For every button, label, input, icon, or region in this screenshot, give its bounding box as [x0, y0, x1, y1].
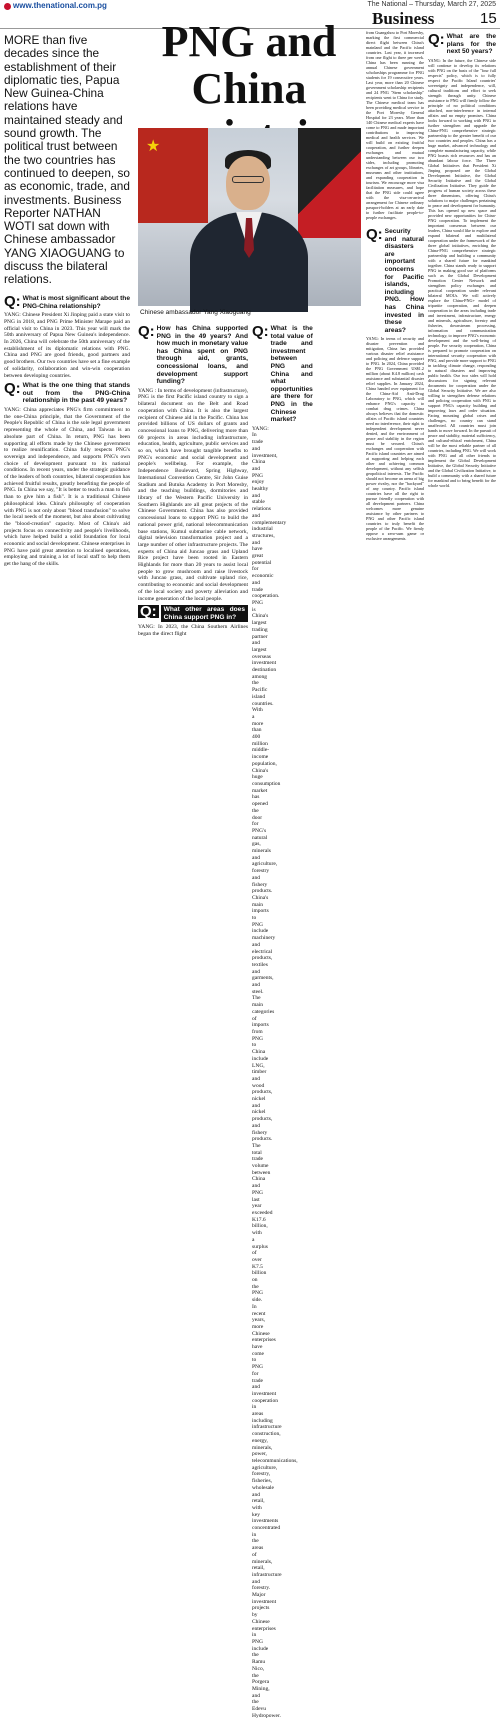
question-text: What are the plans for the next 50 years?	[446, 33, 496, 56]
headline: PNG and China	[161, 17, 337, 113]
star-icon: ★	[146, 138, 161, 155]
dateline: The National – Thursday, March 27, 2025	[367, 1, 496, 8]
png-flag	[298, 128, 361, 238]
question-marker: Q:	[138, 323, 155, 340]
answer-text: YANG: In 2023, the China Southern Airlines began the direct flight	[138, 624, 248, 638]
question-block	[366, 228, 424, 334]
site-url[interactable]: www.thenational.com.pg	[13, 1, 107, 10]
question-marker: Q:	[140, 603, 157, 621]
question-block	[4, 382, 130, 405]
answer-text: YANG: China appreciates PNG's firm commitment to the one-China principle, that the Government of the People's Republic of China is the sole legal government representing the whole of China, and Taiwan is an absolute part of China. In return, PNG has been supporting all efforts made by the Chinese government to realize reunification. China fully respects PNG's sovereign and independence, and supports PNG's own choice of development pursuant to its national conditions. In recent years, under the strategic guidance of the leaders of both countries, bilateral cooperation has achieved fruitful results, greatly benefiting the people of PNG. In China we say, "It is better to teach a man to fish than to give him a fish". It is a traditional Chinese philosophical idea. China's philosophy of cooperation with PNG is not only about "blood transfusion" to solve the local needs of the moment, but also about cultivating the "blood-creation" capacity. Most of China's aid projects focus on connectivity and people's livelihoods, which have helped build a solid foundation for local economic and social development. Chinese enterprises in PNG have paid great attention to localised operations, employing and training a lot of local staff to help them get the hang of the skills.	[4, 407, 131, 568]
section-title: Business	[372, 9, 435, 28]
answer-text: from Guangzhou to Port Moresby, marking the first commercial direct flight between China's mainland and the Pacific island countries. Last year, it increased from one flight to three per week. China has been running the annual Chinese government scholarships programme for PNG students for 19 consecutive years. Last year, more than 20 Chinese government scholarship recipients and 24 PNG "Stem scholarship" recipients went to China for study. The Chinese medical team has been providing medical service to the Port Moresby General Hospital for 23 years. More than 140 Chinese medical experts have come to PNG and made important contributions to improving medical and health services. We will build on existing fruitful cooperation, and further deepen exchanges and mutual understanding between our two sides, including promoting exchanges of art groups, libraries, museums and other institutions, and expanding cooperation in tourism. We encourage more visa facilitation measures, and hope that the PNG side could agree with the visa-on-arrival arrangement for Chinese ordinary passport-holders at an early date to further facilitate people-to-people exchanges.	[366, 30, 424, 220]
question-marker: Q:	[428, 31, 445, 48]
face	[226, 156, 270, 210]
glasses	[232, 176, 264, 183]
column-2	[138, 322, 248, 639]
question-text: Security and natural disasters are important concerns for Pacific islands, including PNG. How has China invested in these areas?	[384, 228, 424, 334]
security-section	[366, 225, 424, 542]
answer-text: YANG: Chinese President Xi Jinping paid a state visit to PNG in 2018, and PNG Prime Minister Marape paid an official visit to China in 2023. This year will mark the 50th anniversary of Papua New Guinea's independence. In 2026, China will celebrate the 50th anniversary of the establishment of its diplomatic relations with PNG. China and PNG are good friends, good partners and good brothers. Our two countries have set a fine example of solidarity, collaboration and win-win cooperation between developing countries.	[4, 312, 130, 379]
question-marker: Q:	[366, 226, 383, 243]
question-marker: Q:	[4, 380, 21, 398]
question-block	[4, 295, 130, 310]
question-marker: Q:	[252, 323, 269, 340]
column-1	[4, 292, 130, 569]
intro-text: MORE than five decades since the establishment of their diplomatic ties, Papua New Guinea-China relations have maintained steady and sound growth. The political trust between the two countries has continued to deepen, so as economic, trade, and investments. Business Reporter NATHAN WOTI sat down with Chinese ambassador YANG XIAOGUANG to discuss the bilateral relations.	[4, 33, 130, 287]
question-block	[428, 33, 496, 56]
column-5	[428, 30, 496, 489]
question-text: How has China supported PNG in the 49 years? And how much in monetary value has China spent on PNG through aid, grants, concessional loans, and development support funding?	[156, 325, 248, 386]
photo-caption: Chinese ambassador Yang Xiaoguang	[140, 309, 251, 316]
answer-text: YANG: In terms of security and disaster prevention and mitigation, China has provided various disaster relief assistance and policing and defence support to PNG. In 2024, China provided the PNG Government US$1.2 million (about K4.8 million) cash assistance and substantial disaster relief supplies. In January 2024, China handed over equipment for the China-Aid Anti-Drug Laboratory to PNG, which will enhance PNG's capacity to combat drug crimes. China always believes that the domestic affairs of Pacific island countries need no interference, their right to independent development never denied, and the environment of peace and stability in the region must be secured. China's exchanges and cooperation with Pacific island countries are aimed at supporting and helping each other and achieving common development, without any selfish geopolitical interests. The Pacific should not become an arena of big power rivalry, nor the "backyard" of any country. Pacific island countries have all the right to pursue friendly cooperation with all development partners. China welcomes more genuine assistance by other partners to PNG and other Pacific island countries to truly benefit the people of the Pacific. We firmly oppose a zero-sum game or exclusive arrangements.	[366, 336, 424, 542]
answer-text: YANG : In terms of development (infrastructure), PNG is the first Pacific island country to sign a bilateral document on the Belt and Road cooperation with China. It is also the largest recipient of Chinese aid in the Pacific. China has provided billions of US dollars of grants and concessional loans to PNG, delivering more than 60 projects in areas including infrastructure, education, health, agriculture, public services and so on, which have brought tangible benefits to PNG's economic and social development and people's wellbeing. For example, the Independence Boulevard, Spring Highway, International Convention Centre, Sir John Guise Stadium and Butuka Academy in Port Moresby, and the teaching buildings, dormitories and library of the Western Pacific University in Southern Highlands are all great projects of the Chinese Government. China has also provided concessional loans to support PNG to build the national power grid, national telecommunication base stations, Kumul submarine cable network, digital television transformation project and a large number of other infrastructure projects. The experts of China aid Juncao grass and Upland Rice project have been rooted in Eastern Highlands for more than 20 years to assist local people to grow mushroom and raise livestock with Juncao grass, and cultivate upland rice, contributing to economic and social development of the local society and poverty alleviation and income generation of the local people.	[138, 387, 248, 602]
question-text: What other areas does China support PNG in?	[161, 605, 248, 622]
column-4	[366, 30, 424, 221]
question-text: What is the one thing that stands out from the PNG-China relationship in the past 49 years?	[22, 382, 130, 405]
answer-text: YANG: In the future, the Chinese side will continue to develop its relations with PNG on the basis of the "four full respects" policy, which is to fully respect the Pacific Island countries' sovereignty and independence, will, cultural traditions and effort to seek strength through unity. Chinese assistance to PNG will firmly follow the principle of no political conditions attached, non-interference in internal affairs and no empty promises. China looks forward to working with PNG to further strengthen and upgrade the China-PNG comprehensive strategic partnership to the greater benefit of our two countries and peoples. China has a huge market, advanced technology and complete manufacturing capacity, while PNG boasts rich resources and has an abundant labour force. The Three Global Initiatives that President Xi Jinping proposed are the Global Development Initiative, the Global Security Initiative and the Global Civilization Initiative. They guide the progress of human society across these three dimensions, offering China's solutions to major challenges pertaining to peace and development for humanity. This has opened up new space and provided new opportunities for China-PNG cooperation. To implement the important consensus between our leaders, China would like to explore and expand bilateral and multilateral cooperation under the framework of the three global initiatives, enriching the China-PNG comprehensive strategic partnership and building a community with a shared future for mankind together. China stands ready to support PNG in making good use of platforms such as the Global Development Promotion Center Network and strengthen policy exchanges and practical cooperation under relevant bilateral MOUs. We will actively explore the China-PNG+ model of tripartite cooperation, and deepen cooperation in the areas including trade and investment, infrastructure, energy and minerals, agriculture, forestry and fisheries, downstream processing, information and communication technology, to improve PNG's economic development and the well-being of people. For security cooperation, China is prepared to promote cooperation on international security cooperation with PNG, and provide more support to PNG in tackling climate change, responding to natural disasters and improving public health. Our two sides will hold discussions for signing relevant documents for cooperation under the Global Security Initiative. We are also willing to strengthen defense relations and policing cooperation with PNG to support PNG's capacity building and improving laws and order situation. Facing mounting global crises and challenges, no country can stand unaffected. All countries must join hands to move forward. In the pursuit of peace and stability, material sufficiency, and cultural-ethical enrichment, China will be the most reliable partner of all countries, including PNG. We will work with PNG and all other friends to implement the Global Development Initiative, the Global Security Initiative and the Global Civilization Initiative, to build a community with a shared future for mankind and to bring benefit for the whole world.	[428, 57, 496, 488]
question-block	[138, 325, 248, 386]
logo-icon	[4, 3, 11, 10]
page-number: 15	[480, 10, 497, 27]
question-text: What is most significant about the PNG-China relationship?	[22, 295, 131, 310]
ambassador-photo	[138, 128, 361, 306]
question-text: What is the total value of trade and investment between PNG and China and what opportunities are there for PNG in the Chinese market?	[270, 325, 313, 424]
question-marker: Q:	[4, 293, 21, 310]
question-block	[138, 605, 248, 622]
